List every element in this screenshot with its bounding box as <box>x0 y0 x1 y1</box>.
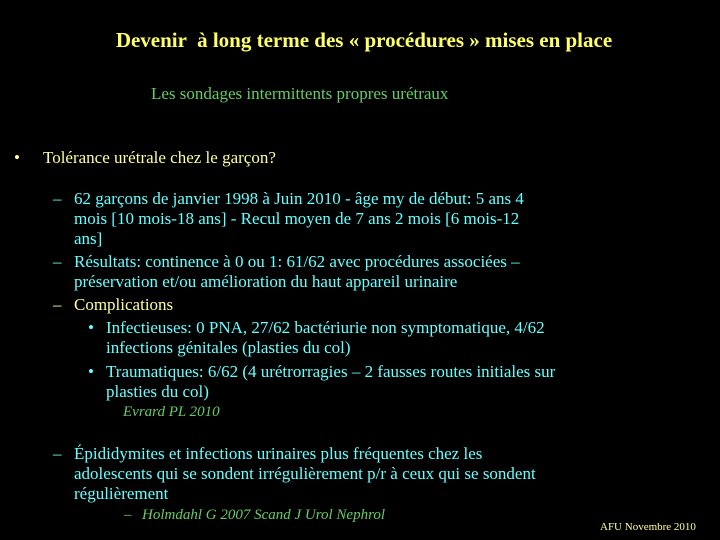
bullet-marker: • <box>14 148 20 167</box>
dash-marker-2: – <box>53 252 62 271</box>
bullet-main-text: Tolérance urétrale chez le garçon? <box>43 148 276 167</box>
sub-bullet-marker-1: • <box>88 318 94 337</box>
item1-line-1: 62 garçons de janvier 1998 à Juin 2010 - âge my de début: 5 ans 4 <box>74 189 524 208</box>
item4-line-1: Épididymites et infections urinaires plus fréquentes chez les <box>74 444 483 463</box>
item3-text: Complications <box>74 295 174 314</box>
item4-line-2: adolescents qui se sondent irrégulièrement p/r à ceux qui se sondent <box>74 464 536 483</box>
dash-marker-1: – <box>53 189 62 208</box>
sub1-line-1: Infectieuses: 0 PNA, 27/62 bactériurie non symptomatique, 4/62 <box>106 318 545 337</box>
item2-line-2: préservation et/ou amélioration du haut appareil urinaire <box>74 272 458 291</box>
reference-dash: – <box>124 507 132 523</box>
slide-title: Devenir à long terme des « procédures » mises en place <box>115 28 613 52</box>
dash-marker-3: – <box>53 295 62 314</box>
reference-holmdahl: Holmdahl G 2007 Scand J Urol Nephrol <box>142 507 386 523</box>
item1-line-2: mois [10 mois-18 ans] - Recul moyen de 7 ans 2 mois [6 mois-12 <box>74 209 520 228</box>
slide-subtitle: Les sondages intermittents propres urétraux <box>151 84 449 103</box>
dash-marker-4: – <box>53 444 62 463</box>
item1-line-3: ans] <box>74 229 103 248</box>
reference-evrard: Evrard PL 2010 <box>123 404 220 420</box>
sub2-line-1: Traumatiques: 6/62 (4 urétrorragies – 2 fausses routes initiales sur <box>106 362 556 381</box>
sub1-line-2: infections génitales (plasties du col) <box>106 338 351 357</box>
sub-bullet-marker-2: • <box>88 362 94 381</box>
item4-line-3: régulièrement <box>74 484 169 503</box>
sub2-line-2: plasties du col) <box>106 382 209 401</box>
item2-line-1: Résultats: continence à 0 ou 1: 61/62 avec procédures associées – <box>74 252 520 271</box>
footer-text: AFU Novembre 2010 <box>600 521 696 533</box>
